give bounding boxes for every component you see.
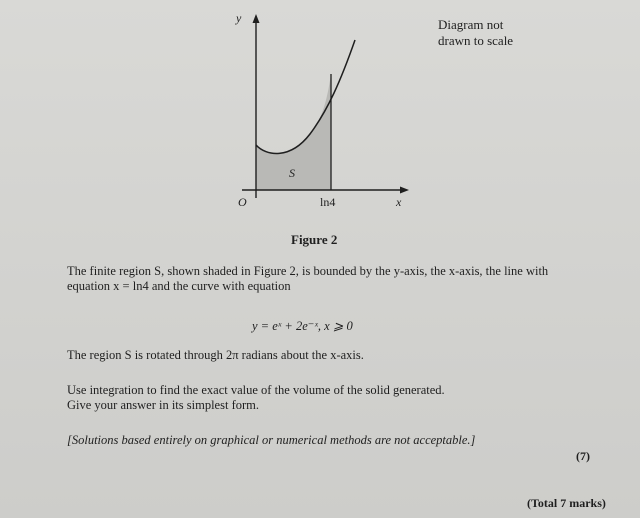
question-instruction: [Solutions based entirely on graphical or numerical methods are not acceptable.] (67, 433, 476, 447)
total-marks: (Total 7 marks) (527, 496, 606, 510)
question-paragraph-2: The region S is rotated through 2π radians about the x-axis. (67, 348, 364, 362)
question-paragraph-1: The finite region S, shown shaded in Figure 2, is bounded by the y-axis, the x-axis, the line with equation x = ln4 and the curve with equation (67, 264, 549, 293)
question-paragraph-3-line2: Give your answer in its simplest form. (67, 398, 259, 412)
x-axis-arrow (400, 187, 409, 194)
curve-equation: y = eˣ + 2e⁻ˣ, x ⩾ 0 (252, 319, 353, 333)
y-axis-label: y (236, 11, 242, 25)
question-marks: (7) (576, 449, 590, 463)
question-paragraph-3 (67, 383, 445, 413)
origin-label: O (238, 195, 247, 209)
figure-caption: Figure 2 (291, 232, 338, 247)
x-axis-label: x (396, 195, 402, 209)
diagram-note-line2: drawn to scale (438, 33, 514, 48)
question-paragraph-3-line1: Use integration to find the exact value of the volume of the solid generated. (67, 383, 445, 397)
y-axis-arrow (253, 14, 260, 23)
region-label: S (289, 166, 295, 180)
curve-line (256, 40, 355, 154)
figure-graph (228, 8, 418, 218)
x-tick-label: ln4 (320, 195, 336, 209)
diagram-note (438, 17, 513, 49)
diagram-note-line1: Diagram not (438, 17, 504, 32)
